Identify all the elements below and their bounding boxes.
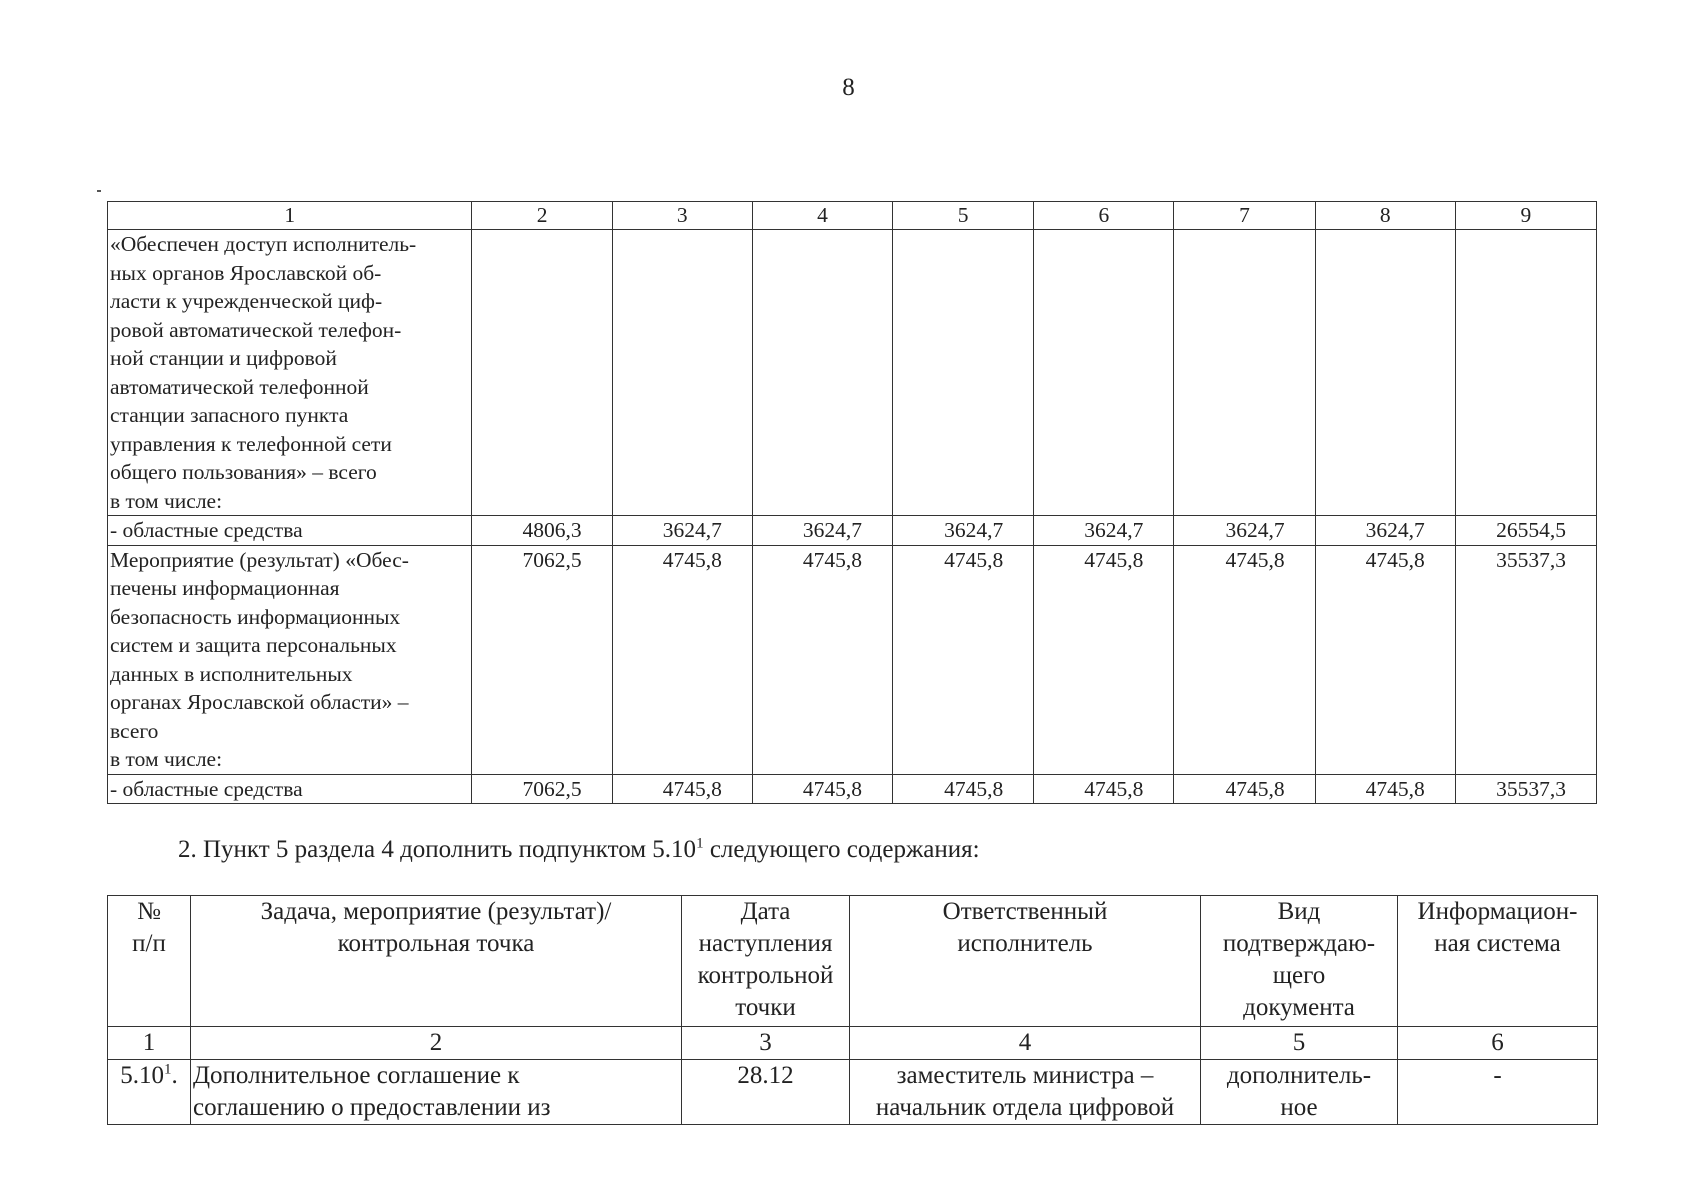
label-line: автоматической телефонной [110, 374, 369, 399]
header-line: ная система [1434, 930, 1561, 957]
column-number: 5 [1201, 1027, 1398, 1060]
label-line: систем и защита персональных [110, 633, 397, 657]
row-number-text: 5.10 [120, 1062, 164, 1089]
table-row [108, 230, 1597, 516]
paragraph-text: 2. Пункт 5 раздела 4 дополнить подпунктом 5.10 [178, 836, 697, 863]
header-line: точки [735, 994, 796, 1021]
column-numbers-row [108, 1027, 1598, 1060]
label-line: безопасность информационных [110, 604, 401, 629]
label-line: всего [110, 718, 159, 743]
task-cell [191, 1060, 682, 1125]
value-cell: 4745,8 [1315, 545, 1455, 774]
value-cell: 4745,8 [752, 545, 892, 774]
value-cell: 4745,8 [752, 774, 892, 804]
task-line: Дополнительное соглашение к [193, 1062, 520, 1089]
page-number: 8 [842, 74, 855, 101]
table-row [108, 516, 1597, 546]
value-cell: 4745,8 [1174, 774, 1315, 804]
header-system [1398, 896, 1598, 1027]
label-line: станции запасного пункта [110, 403, 349, 427]
responsible-line: заместитель министра – [896, 1062, 1154, 1089]
label-line: ных органов Ярославской об- [110, 260, 382, 285]
column-number: 4 [850, 1027, 1201, 1060]
column-number: 2 [472, 202, 612, 230]
row-label: - областные средства [108, 774, 472, 804]
value-cell: 4806,3 [472, 516, 612, 546]
value-cell [1455, 230, 1596, 516]
value-cell: 4745,8 [612, 545, 752, 774]
label-line: «Обеспечен доступ исполнитель- [110, 232, 417, 256]
value-cell: 35537,3 [1455, 545, 1596, 774]
column-number: 3 [682, 1027, 850, 1060]
document-line: дополнитель- [1226, 1062, 1372, 1089]
column-number: 4 [752, 202, 892, 230]
document-line: ное [1280, 1094, 1318, 1121]
value-cell: 3624,7 [1174, 516, 1315, 546]
responsible-line: начальник отдела цифровой [875, 1094, 1175, 1121]
amendment-paragraph [178, 836, 980, 864]
label-line: органах Ярославской области» – [110, 690, 409, 714]
date-cell: 28.12 [682, 1060, 850, 1125]
header-line: Информацион- [1417, 898, 1578, 925]
value-cell: 3624,7 [752, 516, 892, 546]
header-line: Задача, мероприятие (результат)/ [260, 898, 612, 925]
row-number-superscript: 1 [164, 1061, 172, 1078]
column-number: 9 [1455, 202, 1596, 230]
column-number: 5 [893, 202, 1034, 230]
label-line: в том числе: [110, 488, 223, 513]
label-line: ной станции и цифровой [110, 346, 337, 370]
value-cell: 4745,8 [1174, 545, 1315, 774]
header-responsible [850, 896, 1201, 1027]
value-cell [612, 230, 752, 516]
value-cell [472, 230, 612, 516]
column-number: 3 [612, 202, 752, 230]
value-cell: 3624,7 [612, 516, 752, 546]
table-row [108, 774, 1597, 804]
label-line: управления к телефонной сети [110, 431, 392, 456]
value-cell [1315, 230, 1455, 516]
value-cell [752, 230, 892, 516]
header-line: подтверждаю- [1222, 930, 1376, 957]
row-number [108, 1060, 191, 1125]
table-row [108, 1060, 1598, 1125]
header-line: п/п [132, 930, 166, 957]
header-line: документа [1243, 994, 1355, 1021]
header-number [108, 896, 191, 1027]
value-cell: 4745,8 [893, 774, 1034, 804]
column-number: 7 [1174, 202, 1315, 230]
value-cell: 3624,7 [1034, 516, 1174, 546]
value-cell: 4745,8 [1034, 545, 1174, 774]
row-label [108, 545, 472, 774]
value-cell: 26554,5 [1455, 516, 1596, 546]
header-line: щего [1272, 962, 1326, 989]
value-cell: 4745,8 [612, 774, 752, 804]
header-line: Ответственный [942, 898, 1108, 925]
column-number: 1 [108, 1027, 191, 1060]
header-document [1201, 896, 1398, 1027]
header-line: наступления [698, 930, 833, 957]
label-line: в том числе: [110, 747, 223, 771]
row-label: - областные средства [108, 516, 472, 546]
value-cell: 4745,8 [1034, 774, 1174, 804]
value-cell: 3624,7 [893, 516, 1034, 546]
header-line: контрольной [697, 962, 834, 989]
scan-mark [97, 190, 101, 192]
row-label [108, 230, 472, 516]
value-cell: 4745,8 [1315, 774, 1455, 804]
value-cell: 35537,3 [1455, 774, 1596, 804]
label-line: ровой автоматической телефон- [110, 317, 402, 342]
column-number: 8 [1315, 202, 1455, 230]
column-number: 1 [108, 202, 472, 230]
responsible-cell [850, 1060, 1201, 1125]
value-cell [893, 230, 1034, 516]
column-number: 6 [1398, 1027, 1598, 1060]
header-line: № [137, 898, 161, 925]
label-line: Мероприятие (результат) «Обес- [110, 547, 409, 572]
header-line: контрольная точка [337, 930, 535, 957]
financing-table [107, 201, 1597, 804]
task-line: соглашению о предоставлении из [193, 1094, 551, 1121]
column-number: 2 [191, 1027, 682, 1060]
value-cell: 7062,5 [472, 774, 612, 804]
header-line: Дата [740, 898, 791, 925]
label-line: ласти к учрежденческой циф- [110, 289, 383, 313]
header-task [191, 896, 682, 1027]
table-header-row [108, 202, 1597, 230]
value-cell [1174, 230, 1315, 516]
header-line: Вид [1277, 898, 1321, 925]
value-cell: 4745,8 [893, 545, 1034, 774]
row-number-suffix: . [171, 1062, 178, 1089]
label-line: данных в исполнительных [110, 661, 353, 686]
paragraph-text-end: следующего содержания: [703, 836, 980, 863]
paragraph-superscript: 1 [696, 835, 704, 852]
value-cell: 7062,5 [472, 545, 612, 774]
header-date [682, 896, 850, 1027]
table-header-row [108, 896, 1598, 1027]
label-line: печены информационная [110, 576, 340, 600]
header-line: исполнитель [957, 930, 1093, 957]
value-cell [1034, 230, 1174, 516]
column-number: 6 [1034, 202, 1174, 230]
value-cell: 3624,7 [1315, 516, 1455, 546]
table-row [108, 545, 1597, 774]
label-line: общего пользования» – всего [110, 460, 377, 484]
document-cell [1201, 1060, 1398, 1125]
control-points-table [107, 895, 1598, 1125]
system-cell: - [1398, 1060, 1598, 1125]
